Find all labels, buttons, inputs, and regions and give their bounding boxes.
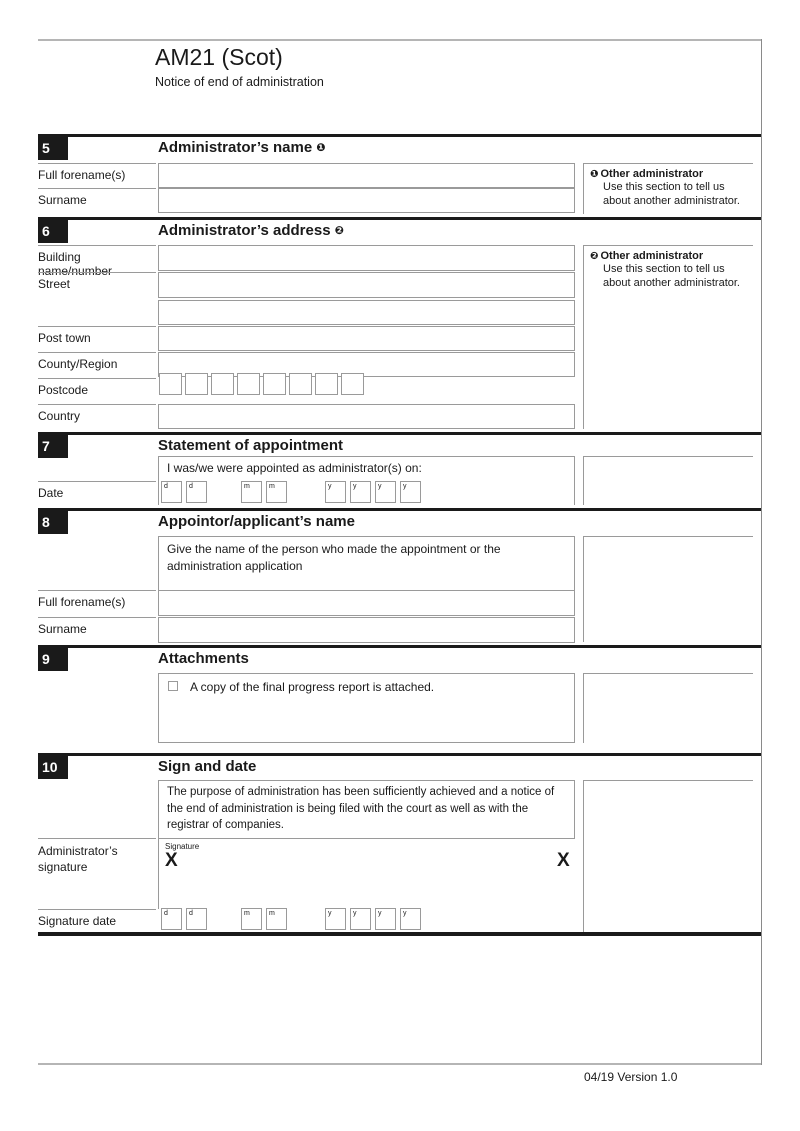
s8-forename-input[interactable] [158, 590, 575, 616]
section-8-title: Appointor/applicant’s name [158, 513, 355, 530]
hint-y: y [353, 910, 357, 917]
postcode-box-6[interactable] [289, 373, 312, 395]
section-10-title: Sign and date [158, 758, 257, 775]
section-7-title: Statement of appointment [158, 437, 344, 454]
s6-country-input[interactable] [158, 404, 575, 429]
section-9-title: Attachments [158, 650, 249, 667]
hint-d: d [164, 910, 168, 917]
s5-note-box [583, 163, 753, 214]
s6-postcode-label: Postcode [38, 378, 156, 397]
hint-y: y [328, 910, 332, 917]
s7-date-label: Date [38, 481, 156, 500]
section-10-bar [38, 753, 761, 756]
hint-m: m [244, 910, 250, 917]
postcode-box-1[interactable] [159, 373, 182, 395]
form-subtitle: Notice of end of administration [155, 75, 324, 89]
hint-y: y [403, 910, 407, 917]
footnote-2-marker-icon: ❷ [334, 224, 345, 237]
s10-date-m1[interactable] [241, 908, 262, 930]
s10-date-m2[interactable] [266, 908, 287, 930]
footnote-1-icon: ❶ [590, 169, 599, 180]
s10-date-y2[interactable] [350, 908, 371, 930]
s8-surname-input[interactable] [158, 617, 575, 643]
hint-y: y [353, 483, 357, 490]
s5-surname-label: Surname [38, 188, 156, 207]
section-5-title-text: Administrator’s name [158, 139, 313, 156]
section-5-title [158, 139, 326, 156]
section-10-number: 10 [38, 756, 68, 779]
hint-y: y [328, 483, 332, 490]
s6-building-label: Building name/number [38, 245, 156, 278]
top-rule [38, 39, 761, 41]
s7-intro-text: I was/we were appointed as administrator(s) on: [167, 461, 422, 475]
section-7-number: 7 [38, 435, 68, 458]
s6-street-input-line2[interactable] [158, 300, 575, 325]
s7-date-m2[interactable] [266, 481, 287, 503]
section-5-number: 5 [38, 137, 68, 160]
s5-note-title [590, 168, 747, 180]
s6-posttown-label: Post town [38, 326, 156, 345]
postcode-box-8[interactable] [341, 373, 364, 395]
s7-date-y4[interactable] [400, 481, 421, 503]
footnote-1-marker-icon: ❶ [316, 141, 326, 154]
hint-y: y [403, 483, 407, 490]
s10-statement-text: The purpose of administration has been sufficiently achieved and a notice of the end of administration is being filed with the court as well as with the registrar of companies. [167, 786, 555, 832]
section-8-number: 8 [38, 511, 68, 534]
bottom-rule [38, 1063, 761, 1065]
postcode-box-2[interactable] [185, 373, 208, 395]
s8-surname-label: Surname [38, 617, 156, 636]
version-footer: 04/19 Version 1.0 [584, 1070, 678, 1084]
s8-forename-label: Full forename(s) [38, 590, 156, 609]
s6-note-body: Use this section to tell us about another administrator. [603, 263, 740, 290]
s10-signature-box[interactable] [158, 838, 575, 909]
section-6-number: 6 [38, 220, 68, 243]
s10-date-y3[interactable] [375, 908, 396, 930]
s7-note-box [583, 456, 753, 505]
s6-building-input[interactable] [158, 245, 575, 271]
form-title: AM21 (Scot) [155, 44, 283, 70]
s9-attachment-checkbox[interactable] [168, 681, 178, 691]
section-7-bar [38, 432, 761, 435]
section-8-bar [38, 508, 761, 511]
hint-y: y [378, 910, 382, 917]
section-5-bar [38, 134, 761, 137]
s5-surname-input[interactable] [158, 188, 575, 213]
s7-date-y3[interactable] [375, 481, 396, 503]
s5-forename-label: Full forename(s) [38, 163, 156, 182]
postcode-box-3[interactable] [211, 373, 234, 395]
footnote-2-icon: ❷ [590, 251, 599, 262]
s10-signature-date-label: Signature date [38, 909, 156, 928]
s6-note-title-text: Other administrator [600, 250, 704, 262]
s10-date-d1[interactable] [161, 908, 182, 930]
s5-forename-input[interactable] [158, 163, 575, 188]
s6-note-box [583, 245, 753, 429]
s10-date-d2[interactable] [186, 908, 207, 930]
s8-note-box [583, 536, 753, 642]
section-6-bar [38, 217, 761, 220]
s10-date-y4[interactable] [400, 908, 421, 930]
s10-signature-label: Administrator’s signature [38, 838, 156, 875]
s10-note-box [583, 780, 753, 932]
s10-date-y1[interactable] [325, 908, 346, 930]
s6-country-label: Country [38, 404, 156, 423]
s7-date-d1[interactable] [161, 481, 182, 503]
hint-y: y [378, 483, 382, 490]
s7-date-y1[interactable] [325, 481, 346, 503]
section-6-title-text: Administrator’s address [158, 222, 331, 239]
s6-street-label: Street [38, 272, 156, 291]
postcode-box-4[interactable] [237, 373, 260, 395]
s7-date-y2[interactable] [350, 481, 371, 503]
hint-d: d [189, 910, 193, 917]
postcode-box-7[interactable] [315, 373, 338, 395]
signature-x-right: X [557, 850, 570, 871]
hint-d: d [164, 483, 168, 490]
s7-date-d2[interactable] [186, 481, 207, 503]
s8-intro-text: Give the name of the person who made the appointment or the administration application [167, 542, 501, 573]
s6-street-input[interactable] [158, 272, 575, 298]
s7-date-m1[interactable] [241, 481, 262, 503]
s6-posttown-input[interactable] [158, 326, 575, 351]
section-9-number: 9 [38, 648, 68, 671]
section-6-title [158, 222, 344, 239]
form-end-bar [38, 932, 761, 936]
hint-m: m [269, 910, 275, 917]
s9-checkbox-label: A copy of the final progress report is attached. [190, 680, 435, 694]
hint-m: m [269, 483, 275, 490]
s9-note-box [583, 673, 753, 743]
s6-county-label: County/Region [38, 352, 156, 371]
s5-note-body: Use this section to tell us about another administrator. [603, 181, 740, 208]
s10-signature-hint: Signature [165, 842, 200, 851]
postcode-box-5[interactable] [263, 373, 286, 395]
section-9-bar [38, 645, 761, 648]
s5-note-title-text: Other administrator [600, 168, 704, 180]
hint-m: m [244, 483, 250, 490]
hint-d: d [189, 483, 193, 490]
s6-note-title [590, 250, 747, 262]
signature-x-left: X [165, 850, 178, 871]
right-border [761, 39, 762, 1065]
